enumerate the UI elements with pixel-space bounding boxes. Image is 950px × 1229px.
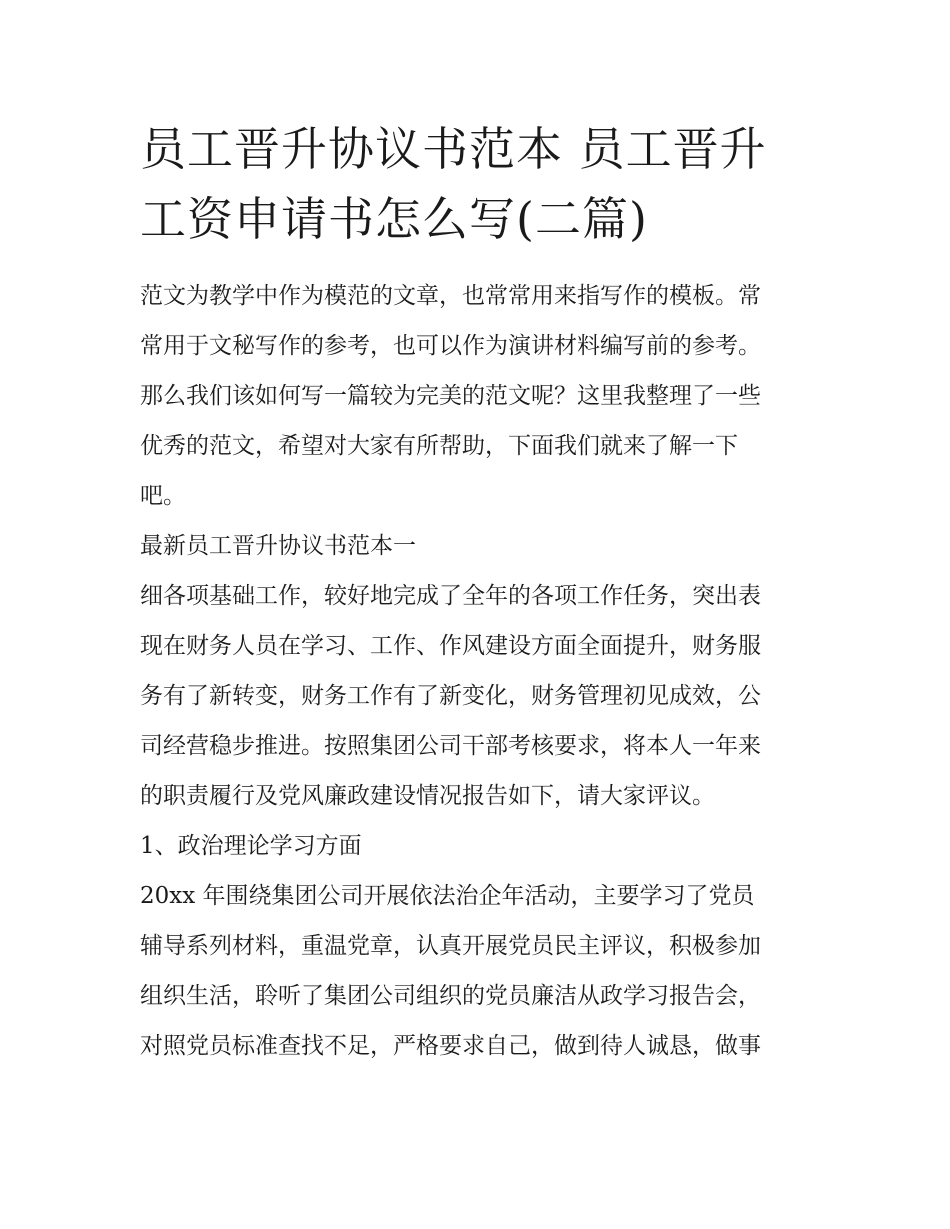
section-heading <box>140 521 820 571</box>
text-line: 那么我们该如何写一篇较为完美的范文呢？这里我整理了一些 <box>140 383 761 409</box>
text-line: 1、政治理论学习方面 <box>140 833 362 859</box>
document-body <box>140 114 820 1071</box>
text-line: 现在财务人员在学习、工作、作风建设方面全面提升，财务服 <box>140 633 761 659</box>
title-line: 工资申请书怎么写(二篇) <box>140 192 648 246</box>
body-paragraph <box>140 571 820 821</box>
text-line: 20xx 年围绕集团公司开展依法治企年活动，主要学习了党员 <box>140 883 755 909</box>
text-line: 司经营稳步推进。按照集团公司干部考核要求，将本人一年来 <box>140 733 761 759</box>
paragraphs <box>140 271 820 1071</box>
text-line: 细各项基础工作，较好地完成了全年的各项工作任务，突出表 <box>140 583 761 609</box>
text-line: 优秀的范文，希望对大家有所帮助，下面我们就来了解一下 <box>140 433 738 459</box>
text-line: 务有了新转变，财务工作有了新变化，财务管理初见成效，公 <box>140 683 761 709</box>
body-paragraph <box>140 871 820 1071</box>
subsection-heading <box>140 821 820 871</box>
text-line: 最新员工晋升协议书范本一 <box>140 533 416 559</box>
title-line: 员工晋升协议书范本 员工晋升 <box>140 122 767 176</box>
text-line: 吧。 <box>140 483 186 509</box>
text-line: 常用于文秘写作的参考，也可以作为演讲材料编写前的参考。 <box>140 333 761 359</box>
text-line: 组织生活，聆听了集团公司组织的党员廉洁从政学习报告会， <box>140 983 761 1009</box>
document-title <box>140 114 820 254</box>
text-line: 辅导系列材料，重温党章，认真开展党员民主评议，积极参加 <box>140 933 761 959</box>
intro-paragraph <box>140 271 820 521</box>
text-line: 范文为教学中作为模范的文章，也常常用来指写作的模板。常 <box>140 283 761 309</box>
text-line: 的职责履行及党风廉政建设情况报告如下，请大家评议。 <box>140 783 715 809</box>
text-line: 对照党员标准查找不足，严格要求自己，做到待人诚恳，做事 <box>140 1033 761 1059</box>
